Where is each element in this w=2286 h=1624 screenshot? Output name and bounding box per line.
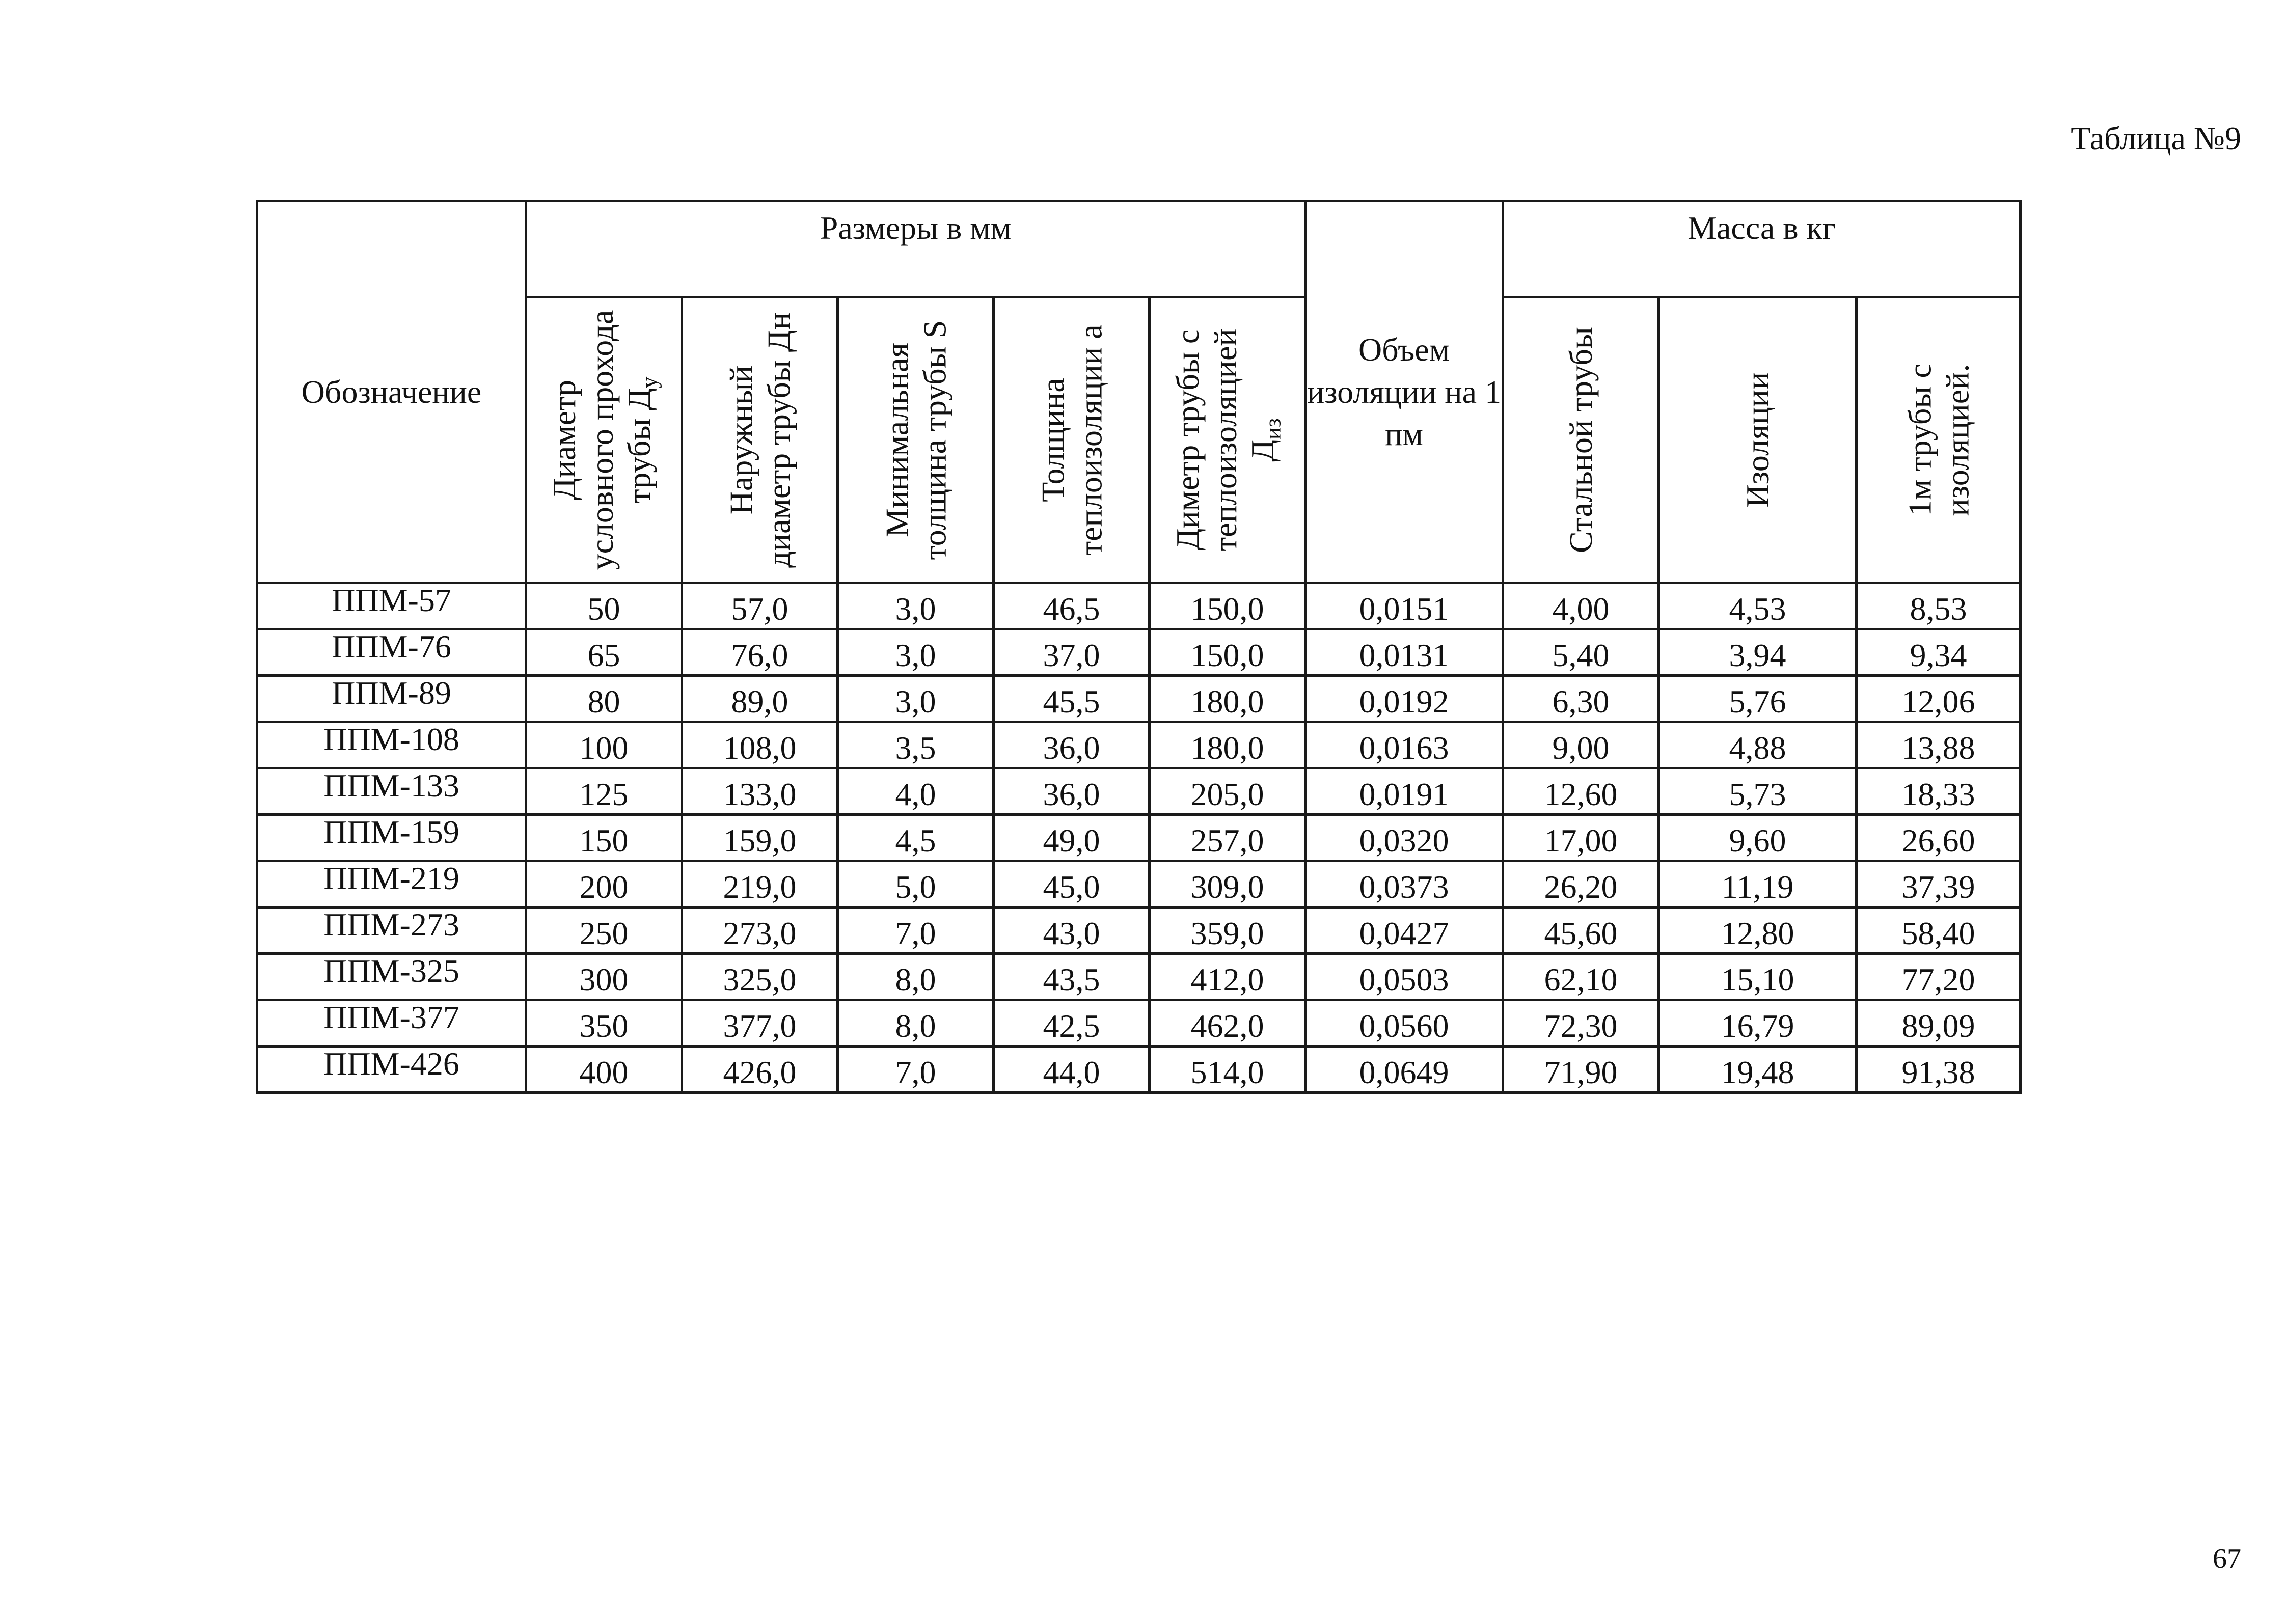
header-outer-diameter: Наружный диаметр трубы Дн — [682, 297, 838, 583]
table-cell: 0,0427 — [1305, 907, 1503, 954]
table-cell: 44,0 — [994, 1047, 1150, 1093]
table-cell: 49,0 — [994, 815, 1150, 861]
row-designation-cell: ППМ-426 — [257, 1047, 526, 1093]
table-row — [257, 861, 2021, 907]
table-cell: 5,40 — [1503, 629, 1659, 676]
table-cell: 0,0163 — [1305, 722, 1503, 768]
table-cell: 462,0 — [1150, 1000, 1305, 1047]
header-nominal-diameter: Диаметр условного прохода трубы $Д_у$ — [526, 297, 682, 583]
table-cell: 45,5 — [994, 676, 1150, 722]
table-cell: 12,06 — [1857, 676, 2021, 722]
table-cell: 350 — [526, 1000, 682, 1047]
table-cell: 26,60 — [1857, 815, 2021, 861]
header-insulated-diameter: Диметр трубы с теплоизоляцией $Д_{из}$ — [1150, 297, 1305, 583]
table-cell: 4,0 — [838, 768, 994, 815]
table-cell: 89,0 — [682, 676, 838, 722]
table-row — [257, 907, 2021, 954]
table-cell: 125 — [526, 768, 682, 815]
page-number: 67 — [2213, 1543, 2241, 1575]
table-cell: 42,5 — [994, 1000, 1150, 1047]
table-cell: 37,0 — [994, 629, 1150, 676]
table-cell: 3,0 — [838, 676, 994, 722]
table-cell: 205,0 — [1150, 768, 1305, 815]
table-row — [257, 1047, 2021, 1093]
table-cell: 45,0 — [994, 861, 1150, 907]
row-designation-cell: ППМ-325 — [257, 954, 526, 1000]
header-designation: Обозначение — [257, 201, 526, 583]
table-cell: 62,10 — [1503, 954, 1659, 1000]
header-mass-group: Масса в кг — [1503, 201, 2021, 297]
table-cell: 17,00 — [1503, 815, 1659, 861]
table-cell: 43,5 — [994, 954, 1150, 1000]
table-cell: 8,0 — [838, 954, 994, 1000]
table-cell: 150,0 — [1150, 583, 1305, 629]
table-cell: 3,0 — [838, 629, 994, 676]
table-cell: 8,53 — [1857, 583, 2021, 629]
table-cell: 150,0 — [1150, 629, 1305, 676]
table-cell: 4,5 — [838, 815, 994, 861]
table-row — [257, 1000, 2021, 1047]
row-designation-cell: ППМ-273 — [257, 907, 526, 954]
header-sizes-group: Размеры в мм — [526, 201, 1305, 297]
table-cell: 250 — [526, 907, 682, 954]
header-min-wall-thickness: Минимальная толщина трубы S — [838, 297, 994, 583]
table-cell: 57,0 — [682, 583, 838, 629]
table-cell: 15,10 — [1659, 954, 1857, 1000]
table-cell: 65 — [526, 629, 682, 676]
table-cell: 58,40 — [1857, 907, 2021, 954]
row-designation-cell: ППМ-159 — [257, 815, 526, 861]
table-row — [257, 815, 2021, 861]
table-cell: 273,0 — [682, 907, 838, 954]
table-cell: 36,0 — [994, 722, 1150, 768]
table-cell: 0,0192 — [1305, 676, 1503, 722]
table-cell: 0,0560 — [1305, 1000, 1503, 1047]
table-cell: 5,76 — [1659, 676, 1857, 722]
table-cell: 219,0 — [682, 861, 838, 907]
table-cell: 71,90 — [1503, 1047, 1659, 1093]
table-cell: 514,0 — [1150, 1047, 1305, 1093]
table-cell: 0,0191 — [1305, 768, 1503, 815]
table-row — [257, 583, 2021, 629]
table-cell: 36,0 — [994, 768, 1150, 815]
table-cell: 6,30 — [1503, 676, 1659, 722]
table-cell: 9,60 — [1659, 815, 1857, 861]
table-row — [257, 768, 2021, 815]
table-cell: 0,0373 — [1305, 861, 1503, 907]
row-designation-cell: ППМ-219 — [257, 861, 526, 907]
table-row — [257, 722, 2021, 768]
table-row — [257, 629, 2021, 676]
table-cell: 4,00 — [1503, 583, 1659, 629]
table-cell: 19,48 — [1659, 1047, 1857, 1093]
row-designation-cell: ППМ-133 — [257, 768, 526, 815]
header-steel-pipe-mass: Стальной трубы — [1503, 297, 1659, 583]
table-cell: 8,0 — [838, 1000, 994, 1047]
table-cell: 9,00 — [1503, 722, 1659, 768]
table-cell: 3,5 — [838, 722, 994, 768]
row-designation-cell: ППМ-377 — [257, 1000, 526, 1047]
table-cell: 4,88 — [1659, 722, 1857, 768]
header-insulation-mass: Изоляции — [1659, 297, 1857, 583]
table-row — [257, 954, 2021, 1000]
table-cell: 309,0 — [1150, 861, 1305, 907]
table-cell: 18,33 — [1857, 768, 2021, 815]
table-body — [257, 583, 2021, 1093]
table-cell: 89,09 — [1857, 1000, 2021, 1047]
table-cell: 11,19 — [1659, 861, 1857, 907]
table-cell: 16,79 — [1659, 1000, 1857, 1047]
table-cell: 3,0 — [838, 583, 994, 629]
table-cell: 37,39 — [1857, 861, 2021, 907]
table-cell: 12,60 — [1503, 768, 1659, 815]
table-cell: 50 — [526, 583, 682, 629]
table-cell: 7,0 — [838, 1047, 994, 1093]
header-insulation-volume: Объем изоляции на 1 пм — [1305, 201, 1503, 583]
table-cell: 0,0320 — [1305, 815, 1503, 861]
table-cell: 3,94 — [1659, 629, 1857, 676]
table-cell: 12,80 — [1659, 907, 1857, 954]
table-cell: 133,0 — [682, 768, 838, 815]
table-caption: Таблица №9 — [2071, 120, 2241, 156]
table-cell: 325,0 — [682, 954, 838, 1000]
table-cell: 412,0 — [1150, 954, 1305, 1000]
table-cell: 5,73 — [1659, 768, 1857, 815]
header-insulation-thickness: Толщина теплоизоляции а — [994, 297, 1150, 583]
header-total-mass-per-meter: 1м трубы с изоляцией. — [1857, 297, 2021, 583]
table-cell: 76,0 — [682, 629, 838, 676]
table-cell: 0,0131 — [1305, 629, 1503, 676]
table-cell: 400 — [526, 1047, 682, 1093]
table-cell: 91,38 — [1857, 1047, 2021, 1093]
pipe-data-table — [256, 200, 2022, 1094]
table-cell: 180,0 — [1150, 676, 1305, 722]
table-cell: 257,0 — [1150, 815, 1305, 861]
table-cell: 377,0 — [682, 1000, 838, 1047]
table-cell: 72,30 — [1503, 1000, 1659, 1047]
table-cell: 9,34 — [1857, 629, 2021, 676]
table-cell: 108,0 — [682, 722, 838, 768]
table-row — [257, 676, 2021, 722]
table-cell: 0,0649 — [1305, 1047, 1503, 1093]
table-cell: 200 — [526, 861, 682, 907]
table-cell: 359,0 — [1150, 907, 1305, 954]
table-cell: 45,60 — [1503, 907, 1659, 954]
table-cell: 77,20 — [1857, 954, 2021, 1000]
table-cell: 46,5 — [994, 583, 1150, 629]
table-cell: 150 — [526, 815, 682, 861]
row-designation-cell: ППМ-89 — [257, 676, 526, 722]
table-cell: 300 — [526, 954, 682, 1000]
table-cell: 426,0 — [682, 1047, 838, 1093]
row-designation-cell: ППМ-57 — [257, 583, 526, 629]
table-cell: 4,53 — [1659, 583, 1857, 629]
table-cell: 100 — [526, 722, 682, 768]
table-cell: 43,0 — [994, 907, 1150, 954]
table-cell: 13,88 — [1857, 722, 2021, 768]
table-cell: 159,0 — [682, 815, 838, 861]
table-cell: 80 — [526, 676, 682, 722]
table-cell: 0,0503 — [1305, 954, 1503, 1000]
row-designation-cell: ППМ-108 — [257, 722, 526, 768]
table-cell: 5,0 — [838, 861, 994, 907]
table-cell: 7,0 — [838, 907, 994, 954]
table-cell: 180,0 — [1150, 722, 1305, 768]
table-cell: 0,0151 — [1305, 583, 1503, 629]
table-cell: 26,20 — [1503, 861, 1659, 907]
row-designation-cell: ППМ-76 — [257, 629, 526, 676]
